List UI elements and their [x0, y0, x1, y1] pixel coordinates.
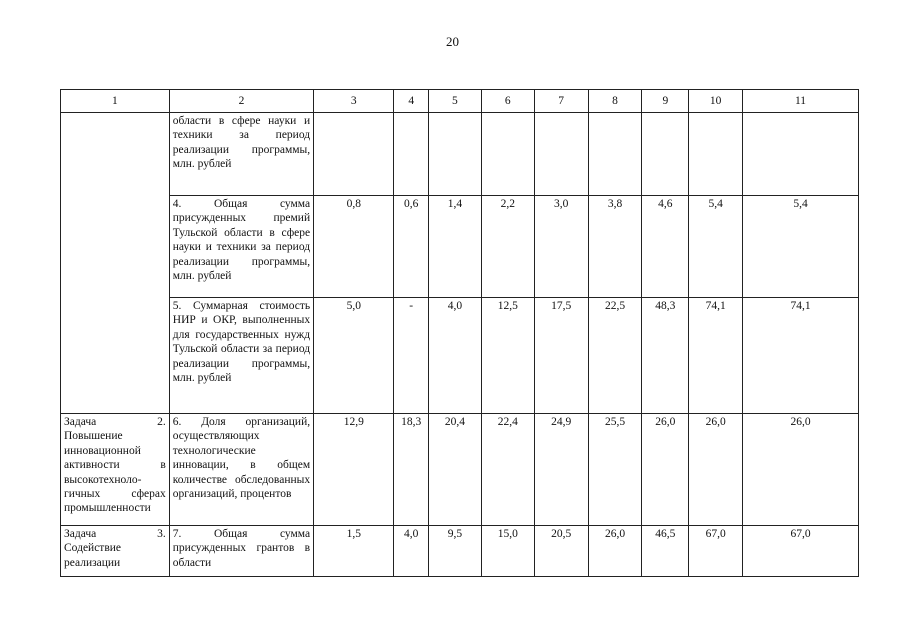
value-cell: 20,5 — [534, 526, 588, 577]
task-cell: Задача 2. Повышение инновационной активности в высокотехноло-гичных сферах промышленности — [61, 414, 170, 526]
column-header: 8 — [588, 90, 642, 113]
column-header: 9 — [642, 90, 689, 113]
value-cell: 25,5 — [588, 414, 642, 526]
value-cell: 22,4 — [481, 414, 534, 526]
value-cell: - — [394, 298, 429, 414]
value-cell: 48,3 — [642, 298, 689, 414]
value-cell: 0,6 — [394, 196, 429, 298]
value-cell — [642, 113, 689, 196]
value-cell: 20,4 — [428, 414, 481, 526]
indicator-cell: области в сфере науки и техники за период реализации программы, млн. рублей — [169, 113, 313, 196]
value-cell: 12,5 — [481, 298, 534, 414]
value-cell: 74,1 — [689, 298, 743, 414]
column-header: 1 — [61, 90, 170, 113]
value-cell — [314, 113, 394, 196]
value-cell: 67,0 — [689, 526, 743, 577]
page-number: 20 — [446, 34, 459, 49]
indicator-cell: 7. Общая сумма присужденных грантов в области — [169, 526, 313, 577]
value-cell: 5,4 — [743, 196, 859, 298]
column-header: 3 — [314, 90, 394, 113]
value-cell: 17,5 — [534, 298, 588, 414]
indicator-cell: 6. Доля организаций, осуществляющих технологические инновации, в общем количестве обследованных организаций, процентов — [169, 414, 313, 526]
value-cell — [743, 113, 859, 196]
value-cell: 3,8 — [588, 196, 642, 298]
table-row — [61, 526, 859, 577]
value-cell: 18,3 — [394, 414, 429, 526]
value-cell: 5,0 — [314, 298, 394, 414]
indicator-cell: 4. Общая сумма присужденных премий Тульской области в сфере науки и техники за период реализации программы, млн. рублей — [169, 196, 313, 298]
value-cell: 26,0 — [588, 526, 642, 577]
value-cell: 1,4 — [428, 196, 481, 298]
value-cell: 26,0 — [689, 414, 743, 526]
value-cell: 46,5 — [642, 526, 689, 577]
value-cell: 24,9 — [534, 414, 588, 526]
column-header: 7 — [534, 90, 588, 113]
table-row — [61, 414, 859, 526]
value-cell: 22,5 — [588, 298, 642, 414]
value-cell: 15,0 — [481, 526, 534, 577]
indicators-table — [60, 89, 859, 577]
value-cell: 4,0 — [394, 526, 429, 577]
table-header-row — [61, 90, 859, 113]
column-header: 5 — [428, 90, 481, 113]
column-header: 11 — [743, 90, 859, 113]
value-cell: 67,0 — [743, 526, 859, 577]
value-cell: 26,0 — [642, 414, 689, 526]
task-cell — [61, 113, 170, 414]
value-cell: 4,0 — [428, 298, 481, 414]
value-cell — [534, 113, 588, 196]
column-header: 10 — [689, 90, 743, 113]
table-row — [61, 298, 859, 414]
value-cell: 12,9 — [314, 414, 394, 526]
value-cell — [394, 113, 429, 196]
value-cell: 0,8 — [314, 196, 394, 298]
value-cell — [588, 113, 642, 196]
value-cell: 1,5 — [314, 526, 394, 577]
value-cell — [689, 113, 743, 196]
value-cell: 9,5 — [428, 526, 481, 577]
table-row — [61, 196, 859, 298]
value-cell — [481, 113, 534, 196]
value-cell: 2,2 — [481, 196, 534, 298]
task-cell: Задача 3. Содействие реализации — [61, 526, 170, 577]
column-header: 6 — [481, 90, 534, 113]
column-header: 2 — [169, 90, 313, 113]
column-header: 4 — [394, 90, 429, 113]
value-cell: 3,0 — [534, 196, 588, 298]
value-cell: 5,4 — [689, 196, 743, 298]
value-cell: 26,0 — [743, 414, 859, 526]
value-cell: 4,6 — [642, 196, 689, 298]
value-cell: 74,1 — [743, 298, 859, 414]
table-row — [61, 113, 859, 196]
value-cell — [428, 113, 481, 196]
indicator-cell: 5. Суммарная стоимость НИР и ОКР, выполненных для государственных нужд Тульской области за период реализации программы, млн. рублей — [169, 298, 313, 414]
